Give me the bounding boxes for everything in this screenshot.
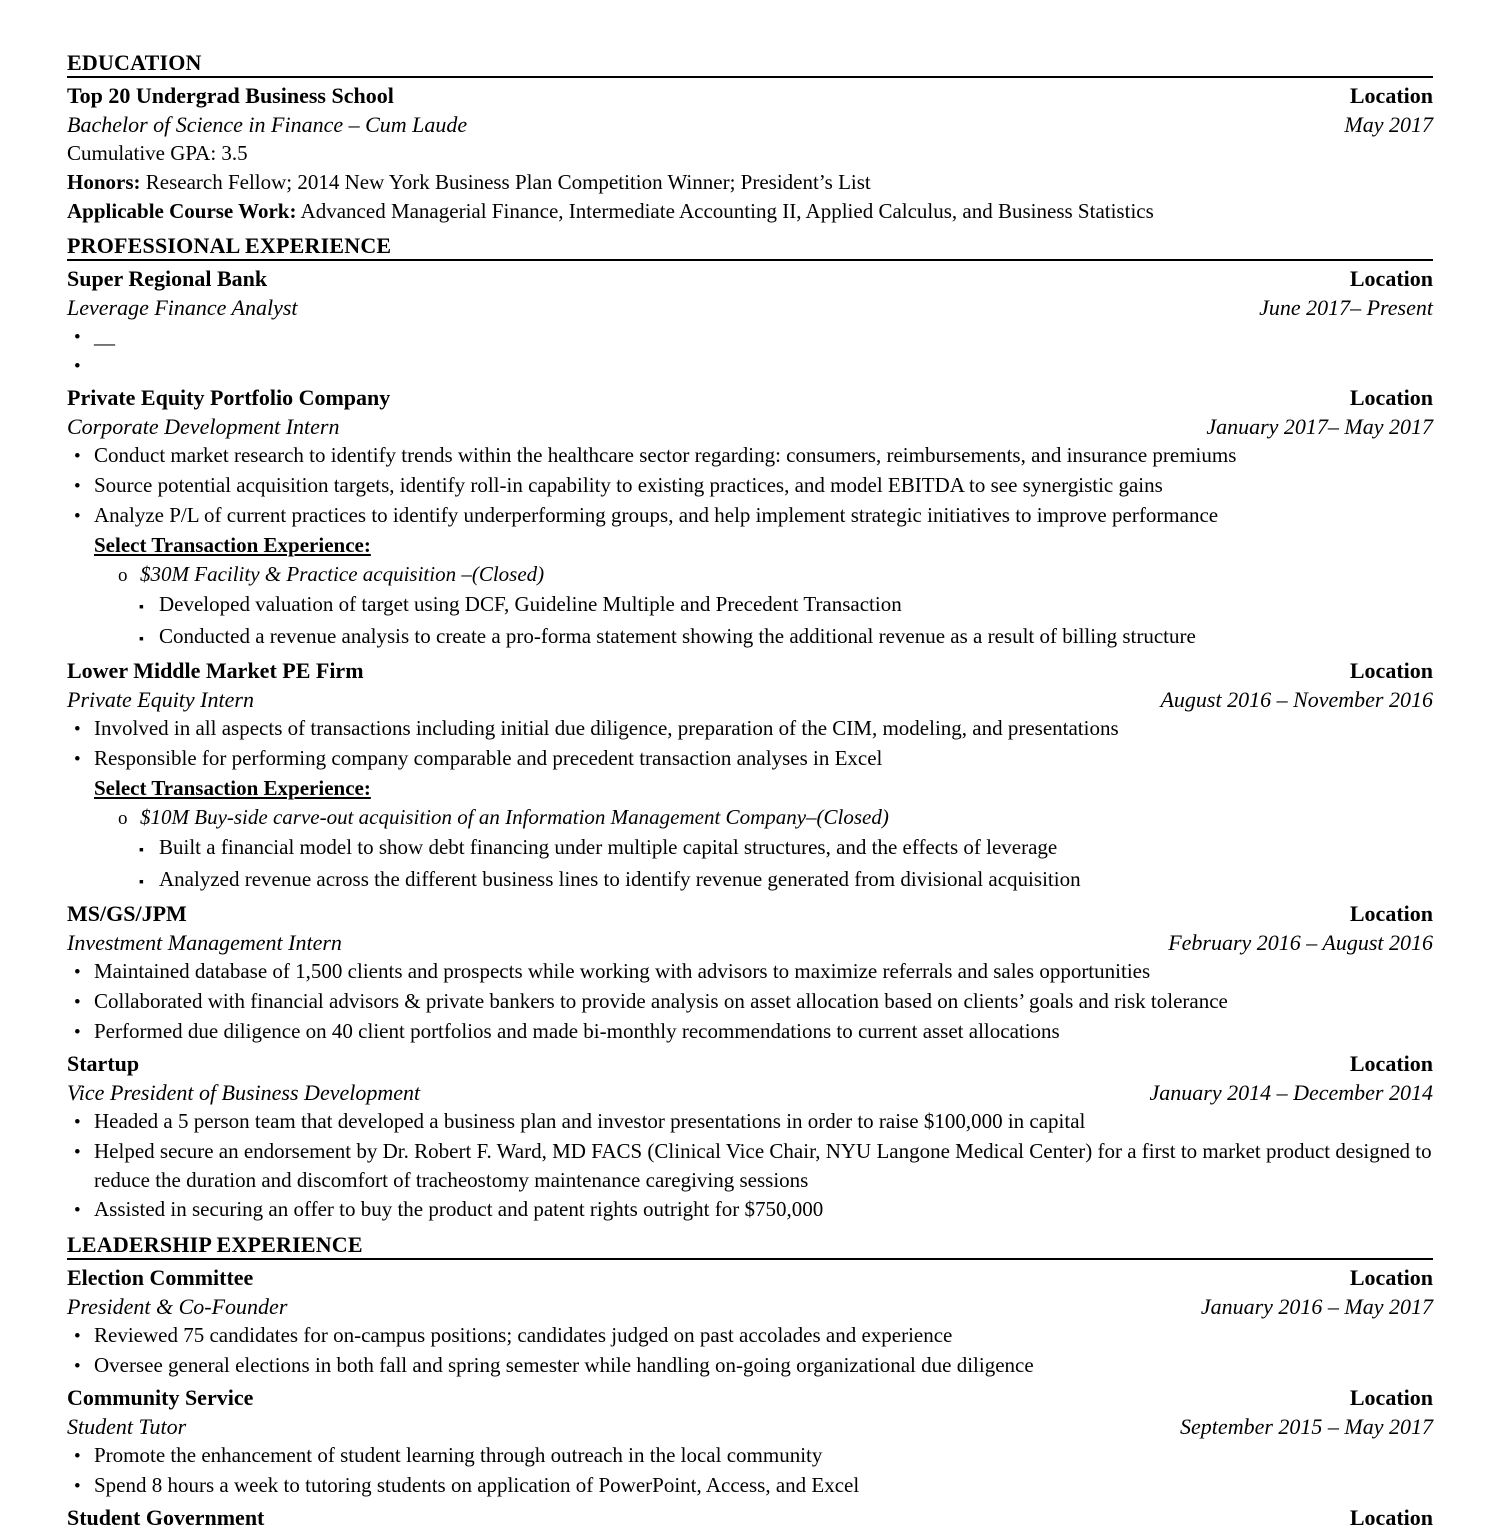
- entry-header-row: [67, 1503, 1433, 1532]
- bullet-text: Helped secure an endorsement by Dr. Robert F. Ward, MD FACS (Clinical Vice Chair, NYU Langone Medical Center) for a first to market product designed to reduce the duration and discomfort of tracheostomy maintenance caregiving sessions: [94, 1139, 1432, 1192]
- transaction-label: Select Transaction Experience:: [94, 776, 371, 800]
- entry-role: Bachelor of Science in Finance – Cum Laude: [67, 112, 468, 137]
- bullet-marker: •: [74, 446, 81, 467]
- entry-header-row: [67, 383, 1433, 412]
- bullet-item: [67, 471, 1433, 501]
- bullet-marker: •: [74, 327, 81, 348]
- bullet-marker: •: [74, 1200, 81, 1221]
- bullet-item: [67, 1107, 1433, 1137]
- resume-entry: [67, 383, 1433, 654]
- text-line-body: Cumulative GPA: 3.5: [67, 141, 248, 165]
- bullet-text: Developed valuation of target using DCF, Guideline Multiple and Precedent Transaction: [159, 592, 902, 616]
- entry-organization: Lower Middle Market PE Firm: [67, 658, 364, 683]
- resume-entry: [67, 81, 1433, 226]
- entry-subheader-row: [67, 928, 1433, 957]
- bullet-marker: o: [118, 808, 128, 829]
- bullet-item: [67, 957, 1433, 987]
- entry-subheader-row: [67, 1292, 1433, 1321]
- bullet-text: Conducted a revenue analysis to create a pro-forma statement showing the additional revenue as a result of billing structure: [159, 624, 1196, 648]
- entry-date: September 2015 – May 2017: [1180, 1414, 1433, 1439]
- entry-role: Student Tutor: [67, 1414, 187, 1439]
- bullet-item: [67, 1441, 1433, 1471]
- resume-entry: [67, 899, 1433, 1047]
- bullet-item: [67, 833, 1433, 865]
- bullet-marker: •: [74, 1356, 81, 1377]
- bullet-text: $30M Facility & Practice acquisition –(Closed): [140, 562, 545, 586]
- resume-section: [67, 233, 1433, 1225]
- bullet-marker: •: [74, 1142, 81, 1163]
- bullet-text: $10M Buy-side carve-out acquisition of an Information Management Company–(Closed): [140, 805, 889, 829]
- bullet-item: [67, 501, 1433, 531]
- bullet-text: Reviewed 75 candidates for on-campus positions; candidates judged on past accolades and experience: [94, 1323, 953, 1347]
- bullet-text: Analyzed revenue across the different business lines to identify revenue generated from divisional acquisition: [159, 867, 1081, 891]
- transaction-label-line: [67, 531, 1433, 560]
- entry-organization: Startup: [67, 1051, 140, 1076]
- entry-organization: Community Service: [67, 1385, 254, 1410]
- entry-location: Location: [1349, 1505, 1433, 1530]
- bullet-item: [67, 865, 1433, 897]
- entry-subheader-row: [67, 685, 1433, 714]
- bullet-marker: •: [74, 476, 81, 497]
- bullet-item: [67, 714, 1433, 744]
- section-header: [67, 1232, 1433, 1260]
- resume-entry: [67, 656, 1433, 897]
- bullet-marker: ▪: [139, 843, 144, 858]
- entry-header-row: [67, 264, 1433, 293]
- bullet-text: __: [94, 324, 115, 348]
- bullet-marker: •: [74, 962, 81, 983]
- bullet-item: [67, 590, 1433, 622]
- section-header: [67, 233, 1433, 261]
- text-line-body: Research Fellow; 2014 New York Business Plan Competition Winner; President’s List: [140, 170, 871, 194]
- text-line-prefix: Applicable Course Work:: [67, 199, 297, 223]
- bullet-marker: •: [74, 1112, 81, 1133]
- entry-subheader-row: [67, 1412, 1433, 1441]
- entry-organization: Private Equity Portfolio Company: [67, 385, 391, 410]
- bullet-text: Assisted in securing an offer to buy the product and patent rights outright for $750,000: [94, 1197, 824, 1221]
- bullet-item: [67, 1195, 1433, 1225]
- bullet-text: Source potential acquisition targets, identify roll-in capability to existing practices, and model EBITDA to see synergistic gains: [94, 473, 1163, 497]
- entry-role: President & Co-Founder: [67, 1294, 288, 1319]
- bullet-marker: •: [74, 719, 81, 740]
- entry-role: Private Equity Intern: [67, 687, 254, 712]
- bullet-text: Built a financial model to show debt financing under multiple capital structures, and the effects of leverage: [159, 835, 1058, 859]
- entry-header-row: [67, 1263, 1433, 1292]
- entry-role: Leverage Finance Analyst: [67, 295, 298, 320]
- bullet-text: Headed a 5 person team that developed a business plan and investor presentations in order to raise $100,000 in capital: [94, 1109, 1086, 1133]
- bullet-text: Responsible for performing company comparable and precedent transaction analyses in Excel: [94, 746, 883, 770]
- entry-date: February 2016 – August 2016: [1168, 930, 1433, 955]
- entry-location: Location: [1349, 266, 1433, 291]
- entry-date: January 2016 – May 2017: [1200, 1294, 1433, 1319]
- resume-section: [67, 1232, 1433, 1532]
- bullet-marker: ▪: [139, 600, 144, 615]
- entry-date: January 2014 – December 2014: [1149, 1080, 1433, 1105]
- bullet-marker: •: [74, 356, 81, 377]
- entry-header-row: [67, 899, 1433, 928]
- bullet-item: [67, 1351, 1433, 1381]
- bullet-text: Promote the enhancement of student learning through outreach in the local community: [94, 1443, 823, 1467]
- bullet-text: Performed due diligence on 40 client portfolios and made bi-monthly recommendations to current asset allocations: [94, 1019, 1060, 1043]
- entry-organization: MS/GS/JPM: [67, 901, 187, 926]
- entry-header-row: [67, 1049, 1433, 1078]
- bullet-marker: •: [74, 1022, 81, 1043]
- bullet-item: [67, 560, 1433, 590]
- bullet-text: Spend 8 hours a week to tutoring students on application of PowerPoint, Access, and Excel: [94, 1473, 860, 1497]
- entry-subheader-row: [67, 293, 1433, 322]
- bullet-text: Involved in all aspects of transactions including initial due diligence, preparation of the CIM, modeling, and presentations: [94, 716, 1119, 740]
- bullet-marker: ▪: [139, 632, 144, 647]
- bullet-text: Collaborated with financial advisors & private bankers to provide analysis on asset allocation based on clients’ goals and risk tolerance: [94, 989, 1228, 1013]
- entry-date: June 2017– Present: [1259, 295, 1433, 320]
- entry-location: Location: [1349, 83, 1433, 108]
- bullet-text: Conduct market research to identify trends within the healthcare sector regarding: consumers, reimbursements, and insurance premiums: [94, 443, 1237, 467]
- resume-entry: [67, 264, 1433, 381]
- transaction-label-line: [67, 774, 1433, 803]
- bullet-item: [67, 622, 1433, 654]
- bullet-item: [67, 352, 1433, 381]
- bullet-text: Oversee general elections in both fall and spring semester while handling on-going organizational due diligence: [94, 1353, 1034, 1377]
- entry-subheader-row: [67, 1078, 1433, 1107]
- entry-location: Location: [1349, 658, 1433, 683]
- bullet-marker: •: [74, 1476, 81, 1497]
- entry-date: August 2016 – November 2016: [1160, 687, 1433, 712]
- entry-location: Location: [1349, 901, 1433, 926]
- bullet-item: [67, 1017, 1433, 1047]
- bullet-marker: •: [74, 1446, 81, 1467]
- entry-location: Location: [1349, 385, 1433, 410]
- entry-text-line: [67, 139, 1433, 168]
- entry-text-line: [67, 197, 1433, 226]
- bullet-marker: •: [74, 749, 81, 770]
- entry-role: Investment Management Intern: [67, 930, 342, 955]
- bullet-item: [67, 803, 1433, 833]
- entry-location: Location: [1349, 1051, 1433, 1076]
- entry-date: January 2017– May 2017: [1206, 414, 1433, 439]
- resume-entry: [67, 1383, 1433, 1501]
- resume-entry: [67, 1503, 1433, 1532]
- entry-subheader-row: [67, 110, 1433, 139]
- bullet-marker: •: [74, 1326, 81, 1347]
- resume-entry: [67, 1049, 1433, 1225]
- bullet-marker: •: [74, 506, 81, 527]
- transaction-label: Select Transaction Experience:: [94, 533, 371, 557]
- entry-header-row: [67, 656, 1433, 685]
- bullet-text: Analyze P/L of current practices to identify underperforming groups, and help implement strategic initiatives to improve performance: [94, 503, 1219, 527]
- resume-section: [67, 50, 1433, 226]
- bullet-marker: •: [74, 992, 81, 1013]
- bullet-item: [67, 744, 1433, 774]
- text-line-prefix: Honors:: [67, 170, 141, 194]
- resume-entry: [67, 1263, 1433, 1381]
- entry-organization: Super Regional Bank: [67, 266, 268, 291]
- section-heading: LEADERSHIP EXPERIENCE: [67, 1232, 363, 1257]
- entry-role: Corporate Development Intern: [67, 414, 340, 439]
- bullet-item: [67, 1137, 1433, 1195]
- bullet-item: [67, 987, 1433, 1017]
- entry-role: Vice President of Business Development: [67, 1080, 421, 1105]
- text-line-body: Advanced Managerial Finance, Intermediate Accounting II, Applied Calculus, and Business Statistics: [296, 199, 1154, 223]
- entry-date: May 2017: [1344, 112, 1433, 137]
- bullet-item: [67, 1471, 1433, 1501]
- bullet-marker: o: [118, 565, 128, 586]
- entry-organization: Top 20 Undergrad Business School: [67, 83, 394, 108]
- bullet-marker: ▪: [139, 875, 144, 890]
- bullet-item: [67, 441, 1433, 471]
- entry-location: Location: [1349, 1385, 1433, 1410]
- entry-location: Location: [1349, 1265, 1433, 1290]
- bullet-item: [67, 1321, 1433, 1351]
- entry-subheader-row: [67, 412, 1433, 441]
- entry-header-row: [67, 81, 1433, 110]
- section-header: [67, 50, 1433, 78]
- section-heading: EDUCATION: [67, 50, 202, 75]
- bullet-item: [67, 322, 1433, 352]
- bullet-text: Maintained database of 1,500 clients and prospects while working with advisors to maximize referrals and sales opportunities: [94, 959, 1151, 983]
- entry-organization: Election Committee: [67, 1265, 254, 1290]
- section-heading: PROFESSIONAL EXPERIENCE: [67, 233, 392, 258]
- entry-organization: Student Government: [67, 1505, 265, 1530]
- resume-content: [67, 50, 1433, 1532]
- entry-header-row: [67, 1383, 1433, 1412]
- entry-text-line: [67, 168, 1433, 197]
